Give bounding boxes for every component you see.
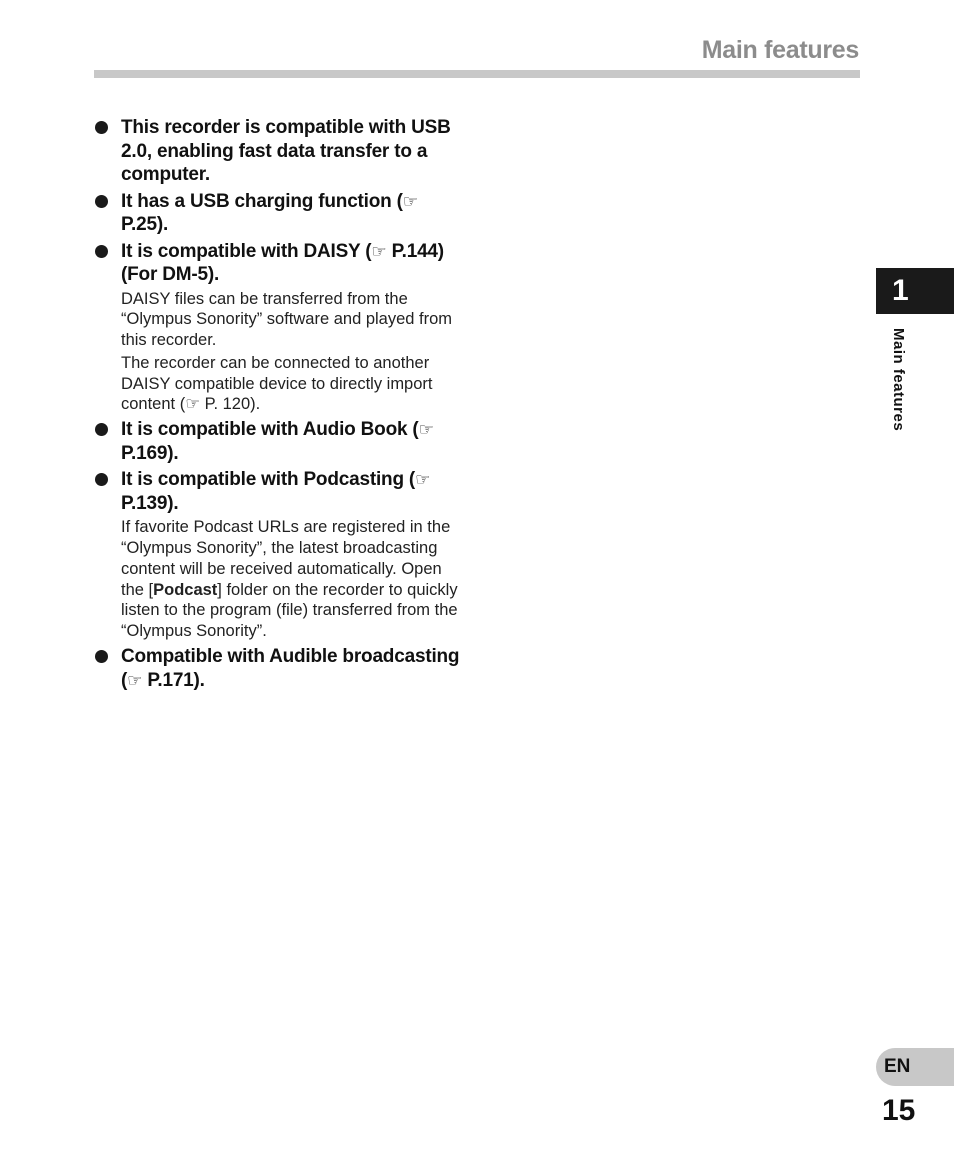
list-item xyxy=(94,190,466,237)
item-body: The recorder can be connected to another DAISY compatible device to directly import content (☞ P. 120). xyxy=(121,353,433,414)
bullet-icon xyxy=(95,245,108,258)
chapter-tab: 1 xyxy=(876,268,954,314)
reference-icon: ☞ xyxy=(371,241,387,261)
bullet-icon xyxy=(95,423,108,436)
language-tab: EN xyxy=(876,1048,954,1086)
bullet-icon xyxy=(95,121,108,134)
header-rule xyxy=(94,70,860,78)
bullet-icon xyxy=(95,473,108,486)
item-heading: It is compatible with Audio Book (☞ P.169). xyxy=(121,419,434,464)
item-heading: It is compatible with DAISY (☞ P.144) (For DM-5). xyxy=(121,240,444,285)
reference-icon: ☞ xyxy=(418,420,434,440)
item-heading: Compatible with Audible broadcasting (☞ P.171). xyxy=(121,646,460,691)
item-heading: It is compatible with Podcasting (☞ P.139). xyxy=(121,469,431,514)
reference-icon: ☞ xyxy=(402,191,418,211)
list-item xyxy=(94,116,466,187)
reference-icon: ☞ xyxy=(127,670,143,690)
section-side-label: Main features xyxy=(890,328,907,432)
list-item xyxy=(94,418,466,465)
list-item xyxy=(94,468,466,642)
folder-name: Podcast xyxy=(153,580,218,599)
header-title: Main features xyxy=(701,36,859,64)
item-heading: It has a USB charging function (☞ P.25). xyxy=(121,190,418,235)
list-item xyxy=(94,645,466,692)
page-number: 15 xyxy=(882,1094,916,1127)
feature-list xyxy=(94,116,466,692)
item-heading: This recorder is compatible with USB 2.0, enabling fast data transfer to a computer. xyxy=(121,117,451,185)
bullet-icon xyxy=(95,195,108,208)
reference-icon: ☞ xyxy=(415,470,431,490)
list-item xyxy=(94,240,466,416)
bullet-icon xyxy=(95,650,108,663)
item-body: If favorite Podcast URLs are registered in the “Olympus Sonority”, the latest broadcasting content will be received automatically. Open the [Podcast] folder on the recorder to quickly listen to the program (file) transferred from the “Olympus Sonority”. xyxy=(121,518,458,641)
item-body: DAISY files can be transferred from the “Olympus Sonority” software and played from this recorder. xyxy=(121,289,453,350)
